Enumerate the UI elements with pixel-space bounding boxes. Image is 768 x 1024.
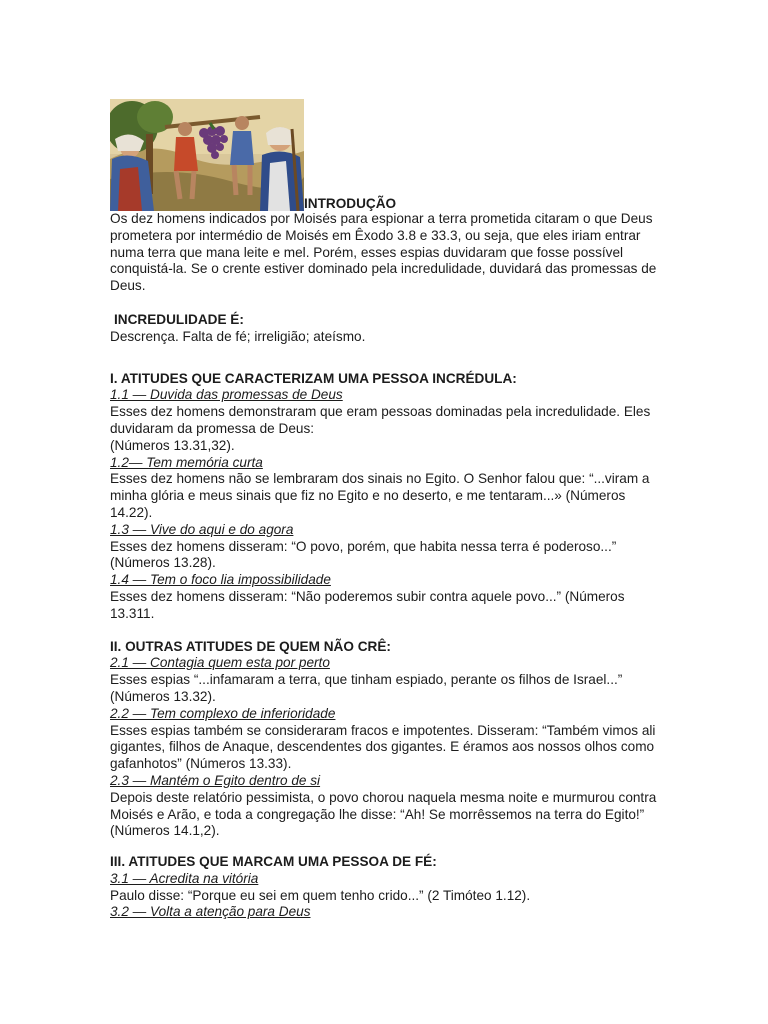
item-1-1-text: Esses dez homens demonstraram que eram pessoas dominadas pela incredulidade. Eles duvidaram da promessa de Deus: <box>110 404 651 436</box>
item-2-2-text: Esses espias também se consideraram fracos e impotentes. Disseram: “Também vimos ali gigantes, filhos de Anaque, descendentes dos gigantes. E éramos aos nossos olhos como gafanhotos” (Números 13.33). <box>110 722 656 772</box>
definition-text: Descrença. Falta de fé; irreligião; ateísmo. <box>110 328 366 344</box>
item-1-1-title: 1.1 — Duvida das promessas de Deus <box>110 387 343 403</box>
item-3-1-text: Paulo disse: “Porque eu sei em quem tenho crido...” (2 Timóteo 1.12). <box>110 887 531 903</box>
item-2-2-title: 2.2 — Tem complexo de inferioridade <box>110 705 336 721</box>
section-2-heading: II. OUTRAS ATITUDES DE QUEM NÃO CRÊ: <box>110 638 391 654</box>
item-1-3-title: 1.3 — Vive do aqui e do agora <box>110 521 294 537</box>
item-3-2-title: 3.2 — Volta a atenção para Deus <box>110 904 311 920</box>
intro-row <box>110 99 670 211</box>
item-1-3-text: Esses dez homens disseram: “O povo, porém, que habita nessa terra é poderoso...” (Números 13.28). <box>110 538 617 571</box>
definition-heading: INCREDULIDADE É: <box>114 311 244 327</box>
item-3-1-title: 3.1 — Acredita na vitória <box>110 870 259 886</box>
intro-paragraph: Os dez homens indicados por Moisés para espionar a terra prometida citaram o que Deus prometera por intermédio de Moisés em Êxodo 3.8 e 33.3, ou seja, que eles iriam entrar numa terra que mana leite e mel. Porém, esses espias duvidaram que fosse possível conquistá-la. Se o crente estiver dominado pela incredulidade, duvidará das promessas de Deus. <box>110 211 657 294</box>
item-2-1-title: 2.1 — Contagia quem esta por perto <box>110 655 330 671</box>
item-1-2-title: 1.2— Tem memória curta <box>110 454 263 470</box>
item-2-3-title: 2.3 — Mantém o Egito dentro de si <box>110 772 321 788</box>
spies-with-grapes-illustration <box>110 99 304 211</box>
item-1-4-title: 1.4 — Tem o foco lia impossibilidade <box>110 572 331 588</box>
item-2-1-text: Esses espias “...infamaram a terra, que tinham espiado, perante os filhos de Israel...” (Números 13.32). <box>110 672 623 704</box>
item-1-2-text: Esses dez homens não se lembraram dos sinais no Egito. O Senhor falou que: “...viram a minha glória e meus sinais que fiz no Egito e no deserto, e me tentaram...» (Números 14.22). <box>110 471 650 520</box>
document-page <box>110 99 670 921</box>
item-1-4-text: Esses dez homens disseram: “Não poderemos subir contra aquele povo...” (Números 13.311. <box>110 588 625 621</box>
section-3-heading: III. ATITUDES QUE MARCAM UMA PESSOA DE FÉ: <box>110 854 437 870</box>
item-2-3-text: Depois deste relatório pessimista, o povo chorou naquela mesma noite e murmurou contra Moisés e Arão, e toda a congregação lhe disse: “Ah! Se morrêssemos na terra do Egito!” (Números 14.1,2). <box>110 789 657 839</box>
item-1-1-ref: (Números 13.31,32). <box>110 437 235 453</box>
intro-title: INTRODUÇÃO <box>304 196 397 211</box>
section-1-heading: I. ATITUDES QUE CARACTERIZAM UMA PESSOA INCRÉDULA: <box>110 370 517 386</box>
